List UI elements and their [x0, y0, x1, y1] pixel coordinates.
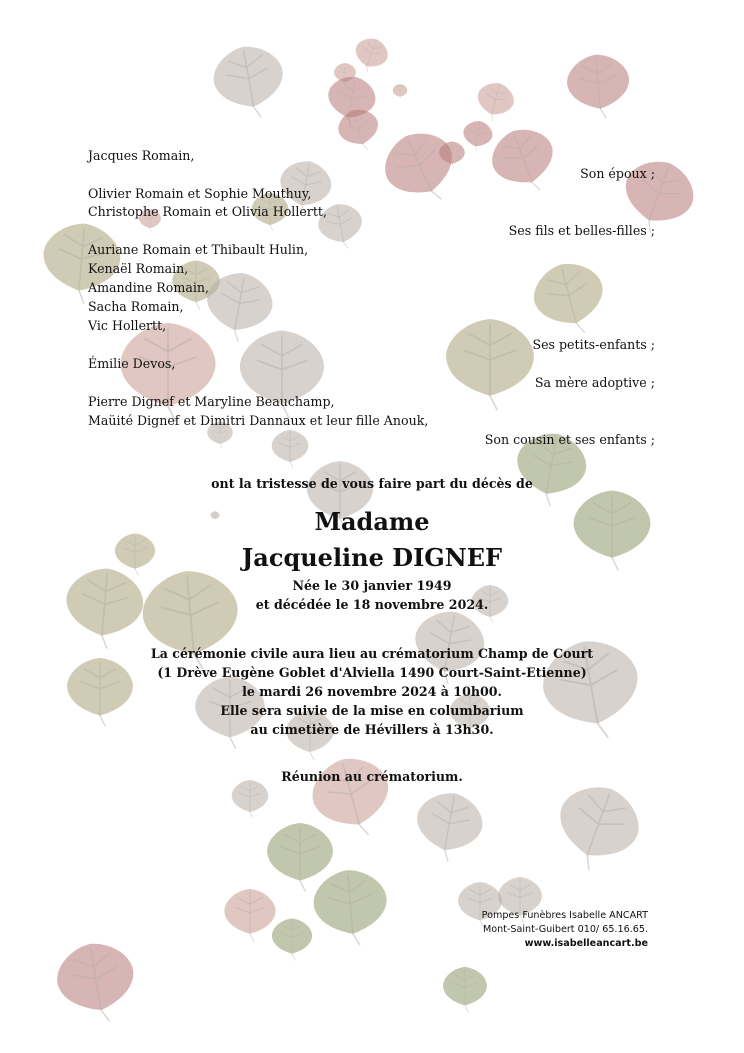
family-name-line: Amandine Romain, — [88, 280, 209, 295]
ceremony-line: au cimetière de Hévillers à 13h30. — [250, 722, 494, 737]
leaf-shape — [267, 823, 333, 891]
family-relation: Ses fils et belles-filles ; — [508, 223, 655, 238]
ceremony-line: La cérémonie civile aura lieu au crématorium Champ de Court — [150, 646, 594, 661]
family-relation: Son cousin et ses enfants ; — [484, 432, 655, 447]
family-name-line: Pierre Dignef et Maryline Beauchamp, — [88, 394, 335, 409]
ceremony-line: (1 Drève Eugène Goblet d'Alviella 1490 Court-Saint-Etienne) — [157, 665, 587, 680]
family-name-line: Émilie Devos, — [88, 356, 176, 371]
family-name-line: Olivier Romain et Sophie Mouthuy, — [88, 186, 312, 201]
family-name-line: Christophe Romain et Olivia Hollertt, — [88, 204, 327, 219]
family-name-line: Sacha Romain, — [88, 299, 184, 314]
birth-date: Née le 30 janvier 1949 — [292, 578, 452, 593]
leaf-shape — [527, 255, 613, 343]
family-relation: Son époux ; — [580, 166, 655, 181]
family-relation: Ses petits-enfants ; — [532, 337, 655, 352]
leaf-shape — [209, 41, 290, 124]
announcement-text: ont la tristesse de vous faire part du décès de — [211, 476, 533, 491]
ceremony-line: Elle sera suivie de la mise en columbarium — [220, 703, 524, 718]
leaf-shape — [224, 889, 275, 942]
reunion-text: Réunion au crématorium. — [281, 769, 463, 784]
leaf-shape — [311, 867, 390, 949]
leaf-shape — [484, 120, 564, 202]
leaf-shape — [52, 937, 141, 1029]
leaf-shape — [393, 84, 408, 99]
leaf-shape — [272, 430, 309, 468]
leaf-shape — [446, 319, 534, 410]
leaf-shape — [374, 121, 467, 216]
death-date: et décédée le 18 novembre 2024. — [255, 597, 489, 612]
leaf-shape — [272, 919, 312, 961]
family-relation: Sa mère adoptive ; — [534, 375, 655, 390]
leaf-shape — [472, 79, 517, 125]
family-name-line: Auriane Romain et Thibault Hulin, — [88, 242, 309, 257]
ceremony-line: le mardi 26 novembre 2024 à 10h00. — [242, 684, 502, 699]
leaf-shape — [460, 119, 494, 154]
leaf-shape — [410, 788, 487, 867]
funeral-home-website[interactable]: www.isabelleancart.be — [524, 938, 648, 949]
family-name-line: Vic Hollertt, — [88, 318, 167, 333]
leaf-shape — [545, 775, 649, 881]
funeral-home-address: Mont-Saint-Guibert 010/ 65.16.65. — [482, 924, 648, 935]
deceased-title: Madame — [314, 507, 430, 536]
deceased-name: Jacqueline DIGNEF — [241, 543, 503, 572]
family-name-line: Kenaël Romain, — [88, 261, 189, 276]
leaf-shape — [349, 34, 392, 77]
funeral-home-name: Pompes Funèbres Isabelle ANCART — [481, 910, 648, 921]
family-name-line: Maüité Dignef et Dimitri Dannaux et leur fille Anouk, — [88, 413, 429, 428]
leaf-shape — [565, 52, 633, 122]
family-name-line: Jacques Romain, — [88, 148, 195, 163]
leaf-shape — [443, 967, 487, 1013]
